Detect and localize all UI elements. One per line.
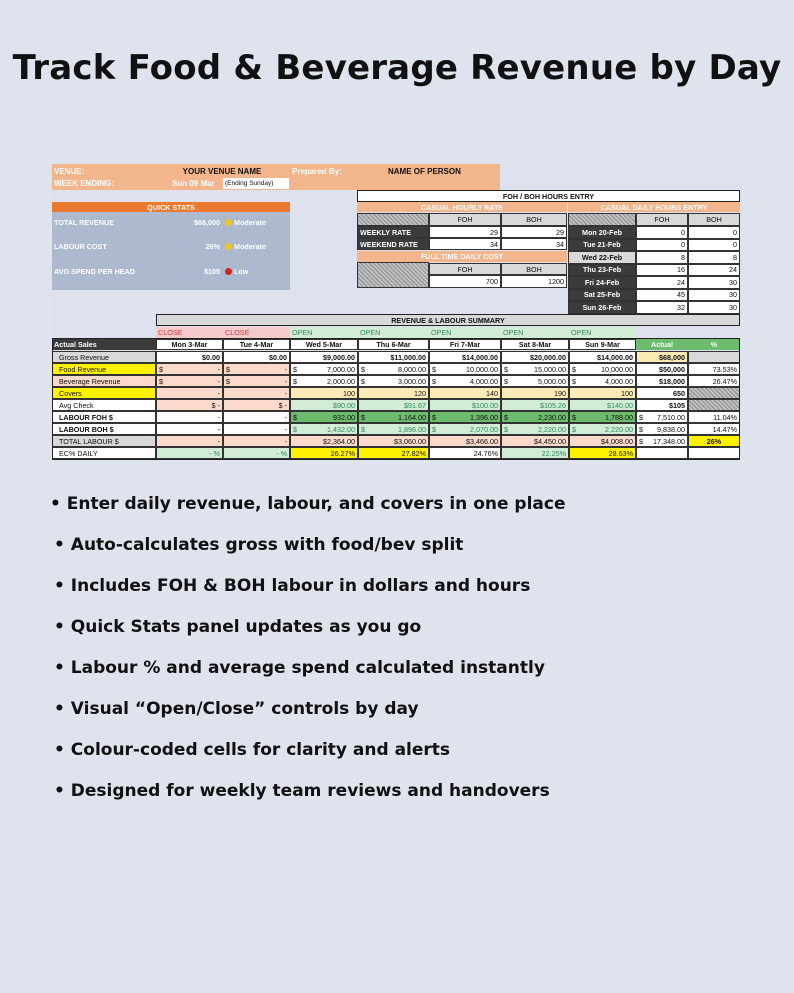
summary-cell-value: $4,450.00 bbox=[534, 436, 566, 446]
casual-rate-title: CASUAL HOURLY RATE bbox=[357, 202, 567, 212]
open-close-toggle[interactable]: OPEN bbox=[501, 327, 569, 338]
feature-bullet: • Visual “Open/Close” controls by day bbox=[54, 699, 419, 719]
summary-cell-value: 2,000.00 bbox=[327, 376, 355, 386]
summary-cell-value: - % bbox=[209, 448, 220, 458]
day-boh-input[interactable]: 30 bbox=[688, 301, 740, 314]
summary-pct: 26% bbox=[688, 435, 740, 447]
day-label: Sat 25-Feb bbox=[568, 289, 636, 302]
rate-boh-header: BOH bbox=[501, 213, 567, 226]
summary-cell-value: 1,432.00 bbox=[327, 424, 355, 434]
currency-symbol: $ bbox=[572, 376, 576, 386]
summary-cell[interactable] bbox=[290, 375, 358, 387]
summary-cell bbox=[223, 423, 290, 435]
summary-row-label: EC% DAILY bbox=[52, 447, 156, 459]
day-foh-input[interactable]: 16 bbox=[636, 264, 688, 277]
summary-actual-value: $50,000 bbox=[659, 364, 685, 374]
summary-actual bbox=[636, 447, 688, 459]
summary-row-label: Food Revenue bbox=[52, 363, 156, 375]
summary-cell bbox=[156, 387, 223, 399]
summary-cell bbox=[290, 351, 358, 363]
summary-cell-value: 100 bbox=[343, 388, 355, 398]
summary-cell bbox=[223, 435, 290, 447]
rate-foh-header: FOH bbox=[429, 213, 501, 226]
summary-cell bbox=[156, 435, 223, 447]
summary-cell-value: 140 bbox=[486, 388, 498, 398]
quick-stat-value: $105 bbox=[204, 266, 220, 276]
rate-foh-input[interactable]: 29 bbox=[429, 226, 501, 238]
feature-bullet: • Labour % and average spend calculated instantly bbox=[54, 658, 545, 678]
summary-cell-value: - bbox=[284, 424, 287, 434]
summary-cell-value: - bbox=[217, 364, 220, 374]
summary-cell-value: 2,220.00 bbox=[538, 424, 566, 434]
summary-row-label: LABOUR FOH $ bbox=[52, 411, 156, 423]
quick-stat-status bbox=[222, 265, 248, 277]
summary-cell-value: 15,000.00 bbox=[534, 364, 566, 374]
currency-symbol: $ bbox=[572, 364, 576, 374]
open-close-toggle[interactable]: OPEN bbox=[358, 327, 429, 338]
summary-cell bbox=[501, 351, 569, 363]
summary-cell[interactable] bbox=[429, 387, 501, 399]
summary-actual bbox=[636, 399, 688, 411]
summary-cell-value: 28.63% bbox=[608, 448, 633, 458]
currency-symbol: $ bbox=[293, 412, 297, 422]
summary-actual-value: $18,000 bbox=[659, 376, 685, 386]
rate-boh-input[interactable]: 34 bbox=[501, 238, 567, 250]
summary-cell-value: - bbox=[284, 412, 287, 422]
summary-cell-value: $20,000.00 bbox=[530, 352, 566, 362]
summary-cell bbox=[290, 399, 358, 411]
summary-day-header: Wed 5-Mar bbox=[290, 339, 358, 350]
summary-day-header: Sun 9-Mar bbox=[569, 339, 636, 350]
summary-row-label: TOTAL LABOUR $ bbox=[52, 435, 156, 447]
open-close-toggle[interactable]: OPEN bbox=[290, 327, 358, 338]
summary-cell[interactable] bbox=[569, 387, 636, 399]
summary-cell bbox=[569, 351, 636, 363]
summary-cell bbox=[156, 423, 223, 435]
summary-pct: 14.47% bbox=[688, 423, 740, 435]
currency-symbol: $ bbox=[159, 376, 163, 386]
summary-cell-value: - bbox=[217, 412, 220, 422]
summary-title: REVENUE & LABOUR SUMMARY bbox=[156, 314, 740, 326]
summary-cell bbox=[358, 423, 429, 435]
summary-cell[interactable] bbox=[358, 363, 429, 375]
feature-bullet: • Includes FOH & BOH labour in dollars and hours bbox=[54, 576, 531, 596]
summary-cell-value: $90.00 bbox=[333, 400, 355, 410]
summary-cell-value: 27.82% bbox=[401, 448, 426, 458]
currency-symbol: $ bbox=[572, 412, 576, 422]
pct-header: % bbox=[688, 339, 740, 350]
hatch-cell bbox=[568, 213, 636, 226]
summary-cell-value: - % bbox=[276, 448, 287, 458]
summary-cell[interactable] bbox=[569, 375, 636, 387]
quick-stat-value: 26% bbox=[205, 241, 220, 251]
status-dot-icon bbox=[225, 219, 232, 226]
hours-entry-title: FOH / BOH HOURS ENTRY bbox=[357, 190, 740, 202]
summary-cell bbox=[156, 411, 223, 423]
summary-cell-value: 4,000.00 bbox=[605, 376, 633, 386]
summary-cell bbox=[569, 423, 636, 435]
quick-stat-label: AVG SPEND PER HEAD bbox=[54, 266, 135, 276]
day-boh-input[interactable]: 0 bbox=[688, 226, 740, 239]
day-label: Tue 21-Feb bbox=[568, 239, 636, 252]
currency-symbol: $ bbox=[361, 424, 365, 434]
day-label: Sun 26-Feb bbox=[568, 301, 636, 314]
currency-symbol: $ bbox=[226, 364, 230, 374]
quick-stat-label: TOTAL REVENUE bbox=[54, 217, 114, 227]
summary-actual-value: $68,000 bbox=[659, 352, 685, 362]
quick-stat-status bbox=[222, 216, 266, 228]
summary-cell bbox=[569, 435, 636, 447]
day-foh-input[interactable]: 32 bbox=[636, 301, 688, 314]
day-boh-input[interactable]: 0 bbox=[688, 239, 740, 252]
summary-cell[interactable] bbox=[358, 387, 429, 399]
summary-cell-value: $0.00 bbox=[269, 352, 287, 362]
summary-pct bbox=[688, 387, 740, 399]
summary-cell-value: $ - bbox=[211, 400, 220, 410]
day-label: Thu 23-Feb bbox=[568, 264, 636, 277]
summary-cell bbox=[429, 447, 501, 459]
summary-cell bbox=[156, 375, 223, 387]
summary-cell[interactable] bbox=[569, 363, 636, 375]
summary-cell[interactable] bbox=[429, 375, 501, 387]
week-date[interactable]: Sun 09 Mar bbox=[172, 178, 215, 188]
feature-bullet: • Enter daily revenue, labour, and covers in one place bbox=[50, 494, 566, 514]
summary-cell bbox=[501, 435, 569, 447]
daily-foh-header: FOH bbox=[636, 213, 688, 226]
summary-cell-value: - bbox=[217, 376, 220, 386]
summary-cell-value: $ - bbox=[278, 400, 287, 410]
day-foh-input[interactable]: 8 bbox=[636, 251, 688, 264]
summary-cell-value: $140.00 bbox=[607, 400, 633, 410]
summary-pct bbox=[688, 447, 740, 459]
summary-cell-value: 7,000.00 bbox=[327, 364, 355, 374]
summary-cell bbox=[501, 411, 569, 423]
currency-symbol: $ bbox=[572, 424, 576, 434]
open-close-toggle[interactable]: CLOSE bbox=[223, 327, 290, 338]
summary-cell bbox=[156, 363, 223, 375]
status-dot-icon bbox=[225, 268, 232, 275]
summary-cell bbox=[290, 411, 358, 423]
fulltime-title: FULL TIME DAILY COST bbox=[357, 251, 567, 262]
summary-cell-value: 1,396.00 bbox=[470, 412, 498, 422]
summary-cell-value: $14,000.00 bbox=[597, 352, 633, 362]
day-foh-input[interactable]: 0 bbox=[636, 226, 688, 239]
currency-symbol: $ bbox=[504, 364, 508, 374]
summary-cell-value: $3,060.00 bbox=[394, 436, 426, 446]
fulltime-foh-header: FOH bbox=[429, 263, 501, 275]
summary-cell-value: $2,364.00 bbox=[323, 436, 355, 446]
quick-stat-value: $68,000 bbox=[194, 217, 220, 227]
prepared-by-label: Prepared By: bbox=[292, 166, 342, 176]
summary-cell-value: $100.00 bbox=[472, 400, 498, 410]
summary-actual bbox=[636, 423, 688, 435]
summary-cell-value: $0.00 bbox=[202, 352, 220, 362]
summary-cell bbox=[156, 399, 223, 411]
summary-pct bbox=[688, 351, 740, 363]
currency-symbol: $ bbox=[293, 424, 297, 434]
quick-stats-title: QUICK STATS bbox=[52, 202, 290, 212]
summary-cell-value: - bbox=[217, 436, 220, 446]
summary-cell-value: - bbox=[217, 424, 220, 434]
day-boh-input[interactable]: 30 bbox=[688, 276, 740, 289]
casual-daily-title: CASUAL DAILY HOURS ENTRY bbox=[568, 202, 740, 212]
summary-cell-value: 932.00 bbox=[333, 412, 355, 422]
status-label: Moderate bbox=[234, 217, 266, 227]
summary-cell-value: $14,000.00 bbox=[462, 352, 498, 362]
feature-bullet: • Auto-calculates gross with food/bev split bbox=[54, 535, 464, 555]
summary-cell[interactable] bbox=[501, 387, 569, 399]
summary-cell-value: $3,466.00 bbox=[466, 436, 498, 446]
summary-cell bbox=[290, 447, 358, 459]
summary-cell-value: 2,220.00 bbox=[605, 424, 633, 434]
summary-cell bbox=[290, 435, 358, 447]
page-title: Track Food & Beverage Revenue by Day bbox=[12, 48, 782, 88]
open-close-toggle[interactable]: OPEN bbox=[429, 327, 501, 338]
summary-actual bbox=[636, 363, 688, 375]
open-close-toggle[interactable]: CLOSE bbox=[156, 327, 223, 338]
summary-actual bbox=[636, 375, 688, 387]
summary-day-header: Thu 6-Mar bbox=[358, 339, 429, 350]
summary-day-header: Tue 4-Mar bbox=[223, 339, 290, 350]
summary-cell[interactable] bbox=[358, 375, 429, 387]
summary-cell-value: - bbox=[217, 388, 220, 398]
week-note: (Ending Sunday) bbox=[223, 178, 289, 189]
day-boh-input[interactable]: 24 bbox=[688, 264, 740, 277]
summary-cell bbox=[156, 351, 223, 363]
venue-label: VENUE: bbox=[54, 166, 85, 176]
summary-cell bbox=[501, 423, 569, 435]
summary-cell[interactable] bbox=[290, 363, 358, 375]
prepared-by-name[interactable]: NAME OF PERSON bbox=[388, 166, 461, 176]
summary-cell-value: $105.26 bbox=[540, 400, 566, 410]
summary-cell bbox=[429, 399, 501, 411]
day-label: Mon 20-Feb bbox=[568, 226, 636, 239]
summary-cell-value: - bbox=[284, 436, 287, 446]
summary-pct: 11.04% bbox=[688, 411, 740, 423]
summary-cell bbox=[358, 435, 429, 447]
summary-cell bbox=[358, 447, 429, 459]
summary-actual bbox=[636, 351, 688, 363]
summary-cell-value: 22.25% bbox=[541, 448, 566, 458]
summary-cell bbox=[290, 423, 358, 435]
hatch-cell bbox=[357, 262, 429, 288]
summary-cell bbox=[429, 351, 501, 363]
summary-cell bbox=[569, 399, 636, 411]
currency-symbol: $ bbox=[639, 424, 643, 434]
summary-cell-value: - bbox=[284, 376, 287, 386]
quick-stat-label: LABOUR COST bbox=[54, 241, 107, 251]
summary-cell-value: $9,000.00 bbox=[323, 352, 355, 362]
summary-cell[interactable] bbox=[501, 363, 569, 375]
summary-actual-value: 650 bbox=[673, 388, 685, 398]
summary-cell bbox=[223, 387, 290, 399]
daily-boh-header: BOH bbox=[688, 213, 740, 226]
rate-label: WEEKLY RATE bbox=[357, 226, 429, 238]
summary-cell bbox=[223, 447, 290, 459]
summary-cell-value: $11,000.00 bbox=[390, 352, 426, 362]
summary-cell bbox=[156, 447, 223, 459]
summary-cell bbox=[358, 411, 429, 423]
summary-cell bbox=[223, 411, 290, 423]
summary-cell-value: 24.76% bbox=[473, 448, 498, 458]
currency-symbol: $ bbox=[432, 412, 436, 422]
summary-cell bbox=[569, 447, 636, 459]
summary-pct bbox=[688, 399, 740, 411]
summary-day-header: Fri 7-Mar bbox=[429, 339, 501, 350]
summary-cell-value: 4,000.00 bbox=[470, 376, 498, 386]
summary-cell bbox=[223, 399, 290, 411]
feature-bullet: • Colour-coded cells for clarity and alerts bbox=[54, 740, 451, 760]
summary-cell bbox=[429, 411, 501, 423]
summary-cell bbox=[429, 423, 501, 435]
currency-symbol: $ bbox=[504, 412, 508, 422]
summary-row-label: Gross Revenue bbox=[52, 351, 156, 363]
currency-symbol: $ bbox=[226, 376, 230, 386]
summary-cell-value: $91.67 bbox=[404, 400, 426, 410]
summary-day-header: Sat 8-Mar bbox=[501, 339, 569, 350]
currency-symbol: $ bbox=[504, 424, 508, 434]
rate-boh-input[interactable]: 29 bbox=[501, 226, 567, 238]
currency-symbol: $ bbox=[432, 364, 436, 374]
summary-cell[interactable] bbox=[429, 363, 501, 375]
summary-cell bbox=[501, 399, 569, 411]
currency-symbol: $ bbox=[639, 436, 643, 446]
summary-cell-value: 1,788.00 bbox=[605, 412, 633, 422]
summary-cell-value: $4,008.00 bbox=[601, 436, 633, 446]
summary-actual-value: $105 bbox=[669, 400, 685, 410]
venue-name[interactable]: YOUR VENUE NAME bbox=[182, 166, 262, 176]
summary-row-label: Avg Check bbox=[52, 399, 156, 411]
summary-actual bbox=[636, 387, 688, 399]
currency-symbol: $ bbox=[361, 364, 365, 374]
day-foh-input[interactable]: 24 bbox=[636, 276, 688, 289]
day-foh-input[interactable]: 45 bbox=[636, 289, 688, 302]
summary-cell-value: 3,000.00 bbox=[398, 376, 426, 386]
summary-cell-value: 26.27% bbox=[330, 448, 355, 458]
summary-actual-value: 7,510.00 bbox=[657, 412, 685, 422]
summary-cell-value: - bbox=[284, 388, 287, 398]
summary-row-label: Beverage Revenue bbox=[52, 375, 156, 387]
summary-cell bbox=[358, 351, 429, 363]
day-boh-input[interactable]: 8 bbox=[688, 251, 740, 264]
summary-cell bbox=[569, 411, 636, 423]
rate-foh-input[interactable]: 34 bbox=[429, 238, 501, 250]
fulltime-boh-value[interactable]: 1200 bbox=[501, 275, 567, 288]
currency-symbol: $ bbox=[432, 376, 436, 386]
summary-cell-value: 190 bbox=[554, 388, 566, 398]
summary-cell-value: 2,230.00 bbox=[538, 412, 566, 422]
summary-pct: 26.47% bbox=[688, 375, 740, 387]
summary-cell-value: 10,000.00 bbox=[601, 364, 633, 374]
summary-cell bbox=[501, 447, 569, 459]
currency-symbol: $ bbox=[159, 364, 163, 374]
quick-stat-status bbox=[222, 240, 266, 252]
day-boh-input[interactable]: 30 bbox=[688, 289, 740, 302]
currency-symbol: $ bbox=[504, 376, 508, 386]
summary-cell-value: - bbox=[284, 364, 287, 374]
summary-cell bbox=[223, 375, 290, 387]
status-label: Low bbox=[234, 266, 249, 276]
rate-label: WEEKEND RATE bbox=[357, 238, 429, 250]
currency-symbol: $ bbox=[432, 424, 436, 434]
feature-bullet: • Quick Stats panel updates as you go bbox=[54, 617, 422, 637]
status-label: Moderate bbox=[234, 241, 266, 251]
summary-pct: 73.53% bbox=[688, 363, 740, 375]
summary-actual-value: 17,348.00 bbox=[653, 436, 685, 446]
feature-bullet: • Designed for weekly team reviews and handovers bbox=[54, 781, 550, 801]
fulltime-boh-header: BOH bbox=[501, 263, 567, 275]
currency-symbol: $ bbox=[293, 364, 297, 374]
summary-cell[interactable] bbox=[290, 387, 358, 399]
summary-cell-value: 5,000.00 bbox=[538, 376, 566, 386]
summary-cell bbox=[358, 399, 429, 411]
summary-cell-value: 8,000.00 bbox=[398, 364, 426, 374]
summary-actual bbox=[636, 411, 688, 423]
open-close-toggle[interactable]: OPEN bbox=[569, 327, 636, 338]
summary-cell-value: 1,164.00 bbox=[398, 412, 426, 422]
summary-cell-value: 120 bbox=[414, 388, 426, 398]
summary-cell-value: 1,896.00 bbox=[398, 424, 426, 434]
summary-cell-value: 10,000.00 bbox=[466, 364, 498, 374]
week-ending-label: WEEK ENDING: bbox=[54, 178, 114, 188]
day-label: Wed 22-Feb bbox=[568, 251, 636, 264]
summary-header-label: Actual Sales bbox=[52, 339, 156, 350]
summary-day-header: Mon 3-Mar bbox=[156, 339, 223, 350]
summary-actual bbox=[636, 435, 688, 447]
summary-cell bbox=[429, 435, 501, 447]
hatch-cell bbox=[357, 213, 429, 226]
summary-cell[interactable] bbox=[501, 375, 569, 387]
summary-cell bbox=[223, 363, 290, 375]
summary-cell-value: 100 bbox=[621, 388, 633, 398]
summary-actual-value: 9,838.00 bbox=[657, 424, 685, 434]
currency-symbol: $ bbox=[293, 376, 297, 386]
day-foh-input[interactable]: 0 bbox=[636, 239, 688, 252]
spreadsheet bbox=[52, 164, 742, 460]
currency-symbol: $ bbox=[361, 376, 365, 386]
actual-header: Actual bbox=[636, 339, 688, 350]
currency-symbol: $ bbox=[361, 412, 365, 422]
summary-cell bbox=[223, 351, 290, 363]
day-label: Fri 24-Feb bbox=[568, 276, 636, 289]
currency-symbol: $ bbox=[639, 412, 643, 422]
summary-row-label: LABOUR BOH $ bbox=[52, 423, 156, 435]
summary-row-label: Covers bbox=[52, 387, 156, 399]
fulltime-foh-value[interactable]: 700 bbox=[429, 275, 501, 288]
status-dot-icon bbox=[225, 243, 232, 250]
summary-cell-value: 2,070.00 bbox=[470, 424, 498, 434]
